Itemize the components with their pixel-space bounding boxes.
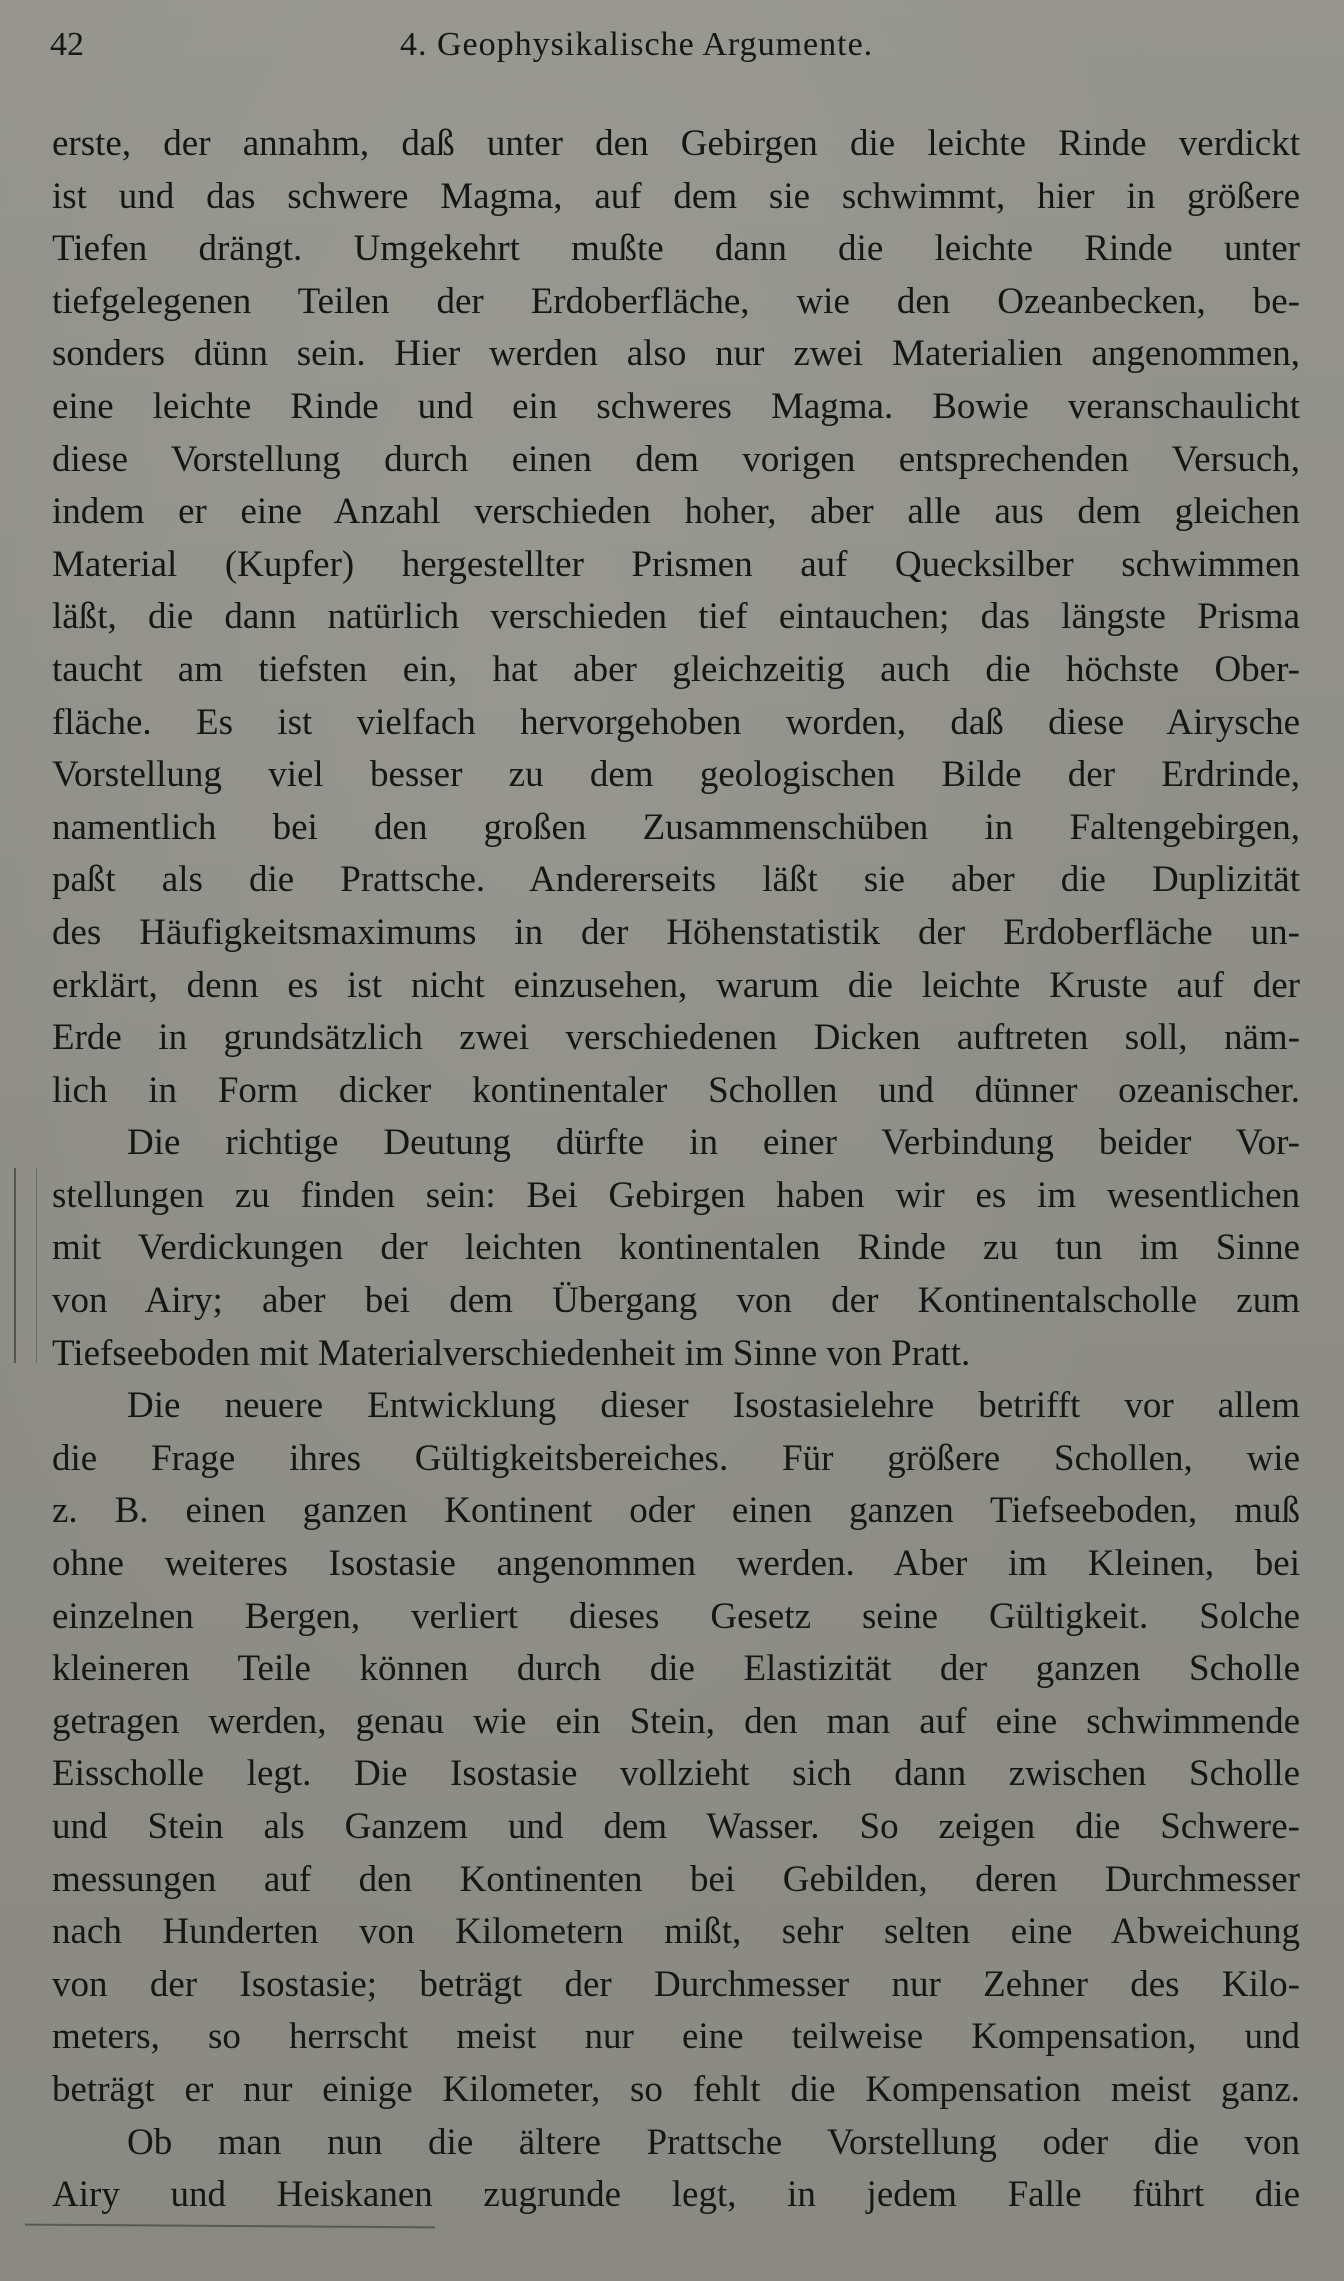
text-line: sonders dünn sein. Hier werden also nur zwei Materialien angenommen,: [52, 333, 1300, 375]
margin-pencil-mark: [14, 1168, 37, 1363]
text-line: Erde in grundsätzlich zwei verschiedenen Dicken auftreten soll, näm-: [52, 1017, 1300, 1059]
text-line: Tiefen drängt. Umgekehrt mußte dann die leichte Rinde unter: [52, 228, 1300, 270]
text-line: z. B. einen ganzen Kontinent oder einen ganzen Tiefseeboden, muß: [52, 1490, 1300, 1532]
body-text: [52, 118, 1300, 2222]
text-line: beträgt er nur einige Kilometer, so fehlt die Kompensation meist ganz.: [52, 2068, 1300, 2110]
text-line: von der Isostasie; beträgt der Durchmesser nur Zehner des Kilo-: [52, 1963, 1300, 2005]
pencil-underline: [25, 2224, 435, 2229]
text-line: Vorstellung viel besser zu dem geologischen Bilde der Erdrinde,: [52, 754, 1300, 796]
text-line: diese Vorstellung durch einen dem vorigen entsprechenden Versuch,: [52, 438, 1300, 480]
text-line: paßt als die Prattsche. Andererseits läßt sie aber die Duplizität: [52, 859, 1300, 901]
text-line: eine leichte Rinde und ein schweres Magma. Bowie veranschaulicht: [52, 385, 1300, 427]
text-line: einzelnen Bergen, verliert dieses Gesetz seine Gültigkeit. Solche: [52, 1595, 1300, 1637]
text-line: erklärt, denn es ist nicht einzusehen, warum die leichte Kruste auf der: [52, 964, 1300, 1006]
paragraph-start-line: Die richtige Deutung dürfte in einer Verbindung beider Vor-: [127, 1122, 1300, 1164]
text-line: indem er eine Anzahl verschieden hoher, aber alle aus dem gleichen: [52, 491, 1300, 533]
text-line: und Stein als Ganzem und dem Wasser. So zeigen die Schwere-: [52, 1806, 1300, 1847]
text-line: namentlich bei den großen Zusammenschüben in Faltengebirgen,: [52, 806, 1300, 848]
text-line: Airy und Heiskanen zugrunde legt, in jedem Falle führt die: [52, 2174, 1300, 2216]
text-line: erste, der annahm, daß unter den Gebirgen die leichte Rinde verdickt: [52, 123, 1300, 164]
text-line: von Airy; aber bei dem Übergang von der Kontinentalscholle zum: [52, 1280, 1300, 1322]
text-line: Eisscholle legt. Die Isostasie vollzieht sich dann zwischen Scholle: [52, 1753, 1300, 1795]
text-line: des Häufigkeitsmaximums in der Höhenstatistik der Erdoberfläche un-: [52, 911, 1300, 953]
text-line: getragen werden, genau wie ein Stein, den man auf eine schwimmende: [52, 1700, 1300, 1742]
text-line: mit Verdickungen der leichten kontinentalen Rinde zu tun im Sinne: [52, 1227, 1300, 1269]
text-line: die Frage ihres Gültigkeitsbereiches. Für größere Schollen, wie: [52, 1437, 1300, 1479]
text-line: läßt, die dann natürlich verschieden tief eintauchen; das längste Prisma: [52, 596, 1300, 638]
text-line: lich in Form dicker kontinentaler Schollen und dünner ozeanischer.: [52, 1069, 1300, 1111]
text-line: taucht am tiefsten ein, hat aber gleichzeitig auch die höchste Ober-: [52, 648, 1300, 690]
text-line: stellungen zu finden sein: Bei Gebirgen haben wir es im wesentlichen: [52, 1174, 1300, 1216]
text-line: kleineren Teile können durch die Elastizität der ganzen Scholle: [52, 1648, 1300, 1690]
text-line: ist und das schwere Magma, auf dem sie schwimmt, hier in größere: [52, 175, 1300, 217]
paragraph-start-line: Die neuere Entwicklung dieser Isostasielehre betrifft vor allem: [127, 1385, 1300, 1427]
text-line: Tiefseeboden mit Materialverschiedenheit im Sinne von Pratt.: [52, 1332, 971, 1374]
text-line: tiefgelegenen Teilen der Erdoberfläche, wie den Ozeanbecken, be-: [52, 280, 1300, 322]
text-line: Material (Kupfer) hergestellter Prismen auf Quecksilber schwimmen: [52, 543, 1300, 585]
text-line: meters, so herrscht meist nur eine teilweise Kompensation, und: [52, 2016, 1300, 2058]
text-line: messungen auf den Kontinenten bei Gebilden, deren Durchmesser: [52, 1858, 1300, 1900]
paragraph-start-line: Ob man nun die ältere Prattsche Vorstellung oder die von: [127, 2121, 1300, 2163]
text-line: ohne weiteres Isostasie angenommen werden. Aber im Kleinen, bei: [52, 1543, 1300, 1585]
page-header: [50, 26, 1300, 76]
text-line: nach Hunderten von Kilometern mißt, sehr selten eine Abweichung: [52, 1911, 1300, 1953]
text-line: fläche. Es ist vielfach hervorgehoben worden, daß diese Airysche: [52, 701, 1300, 743]
running-head: 4. Geophysikalische Argumente.: [400, 26, 874, 63]
page-number: 42: [50, 26, 84, 63]
